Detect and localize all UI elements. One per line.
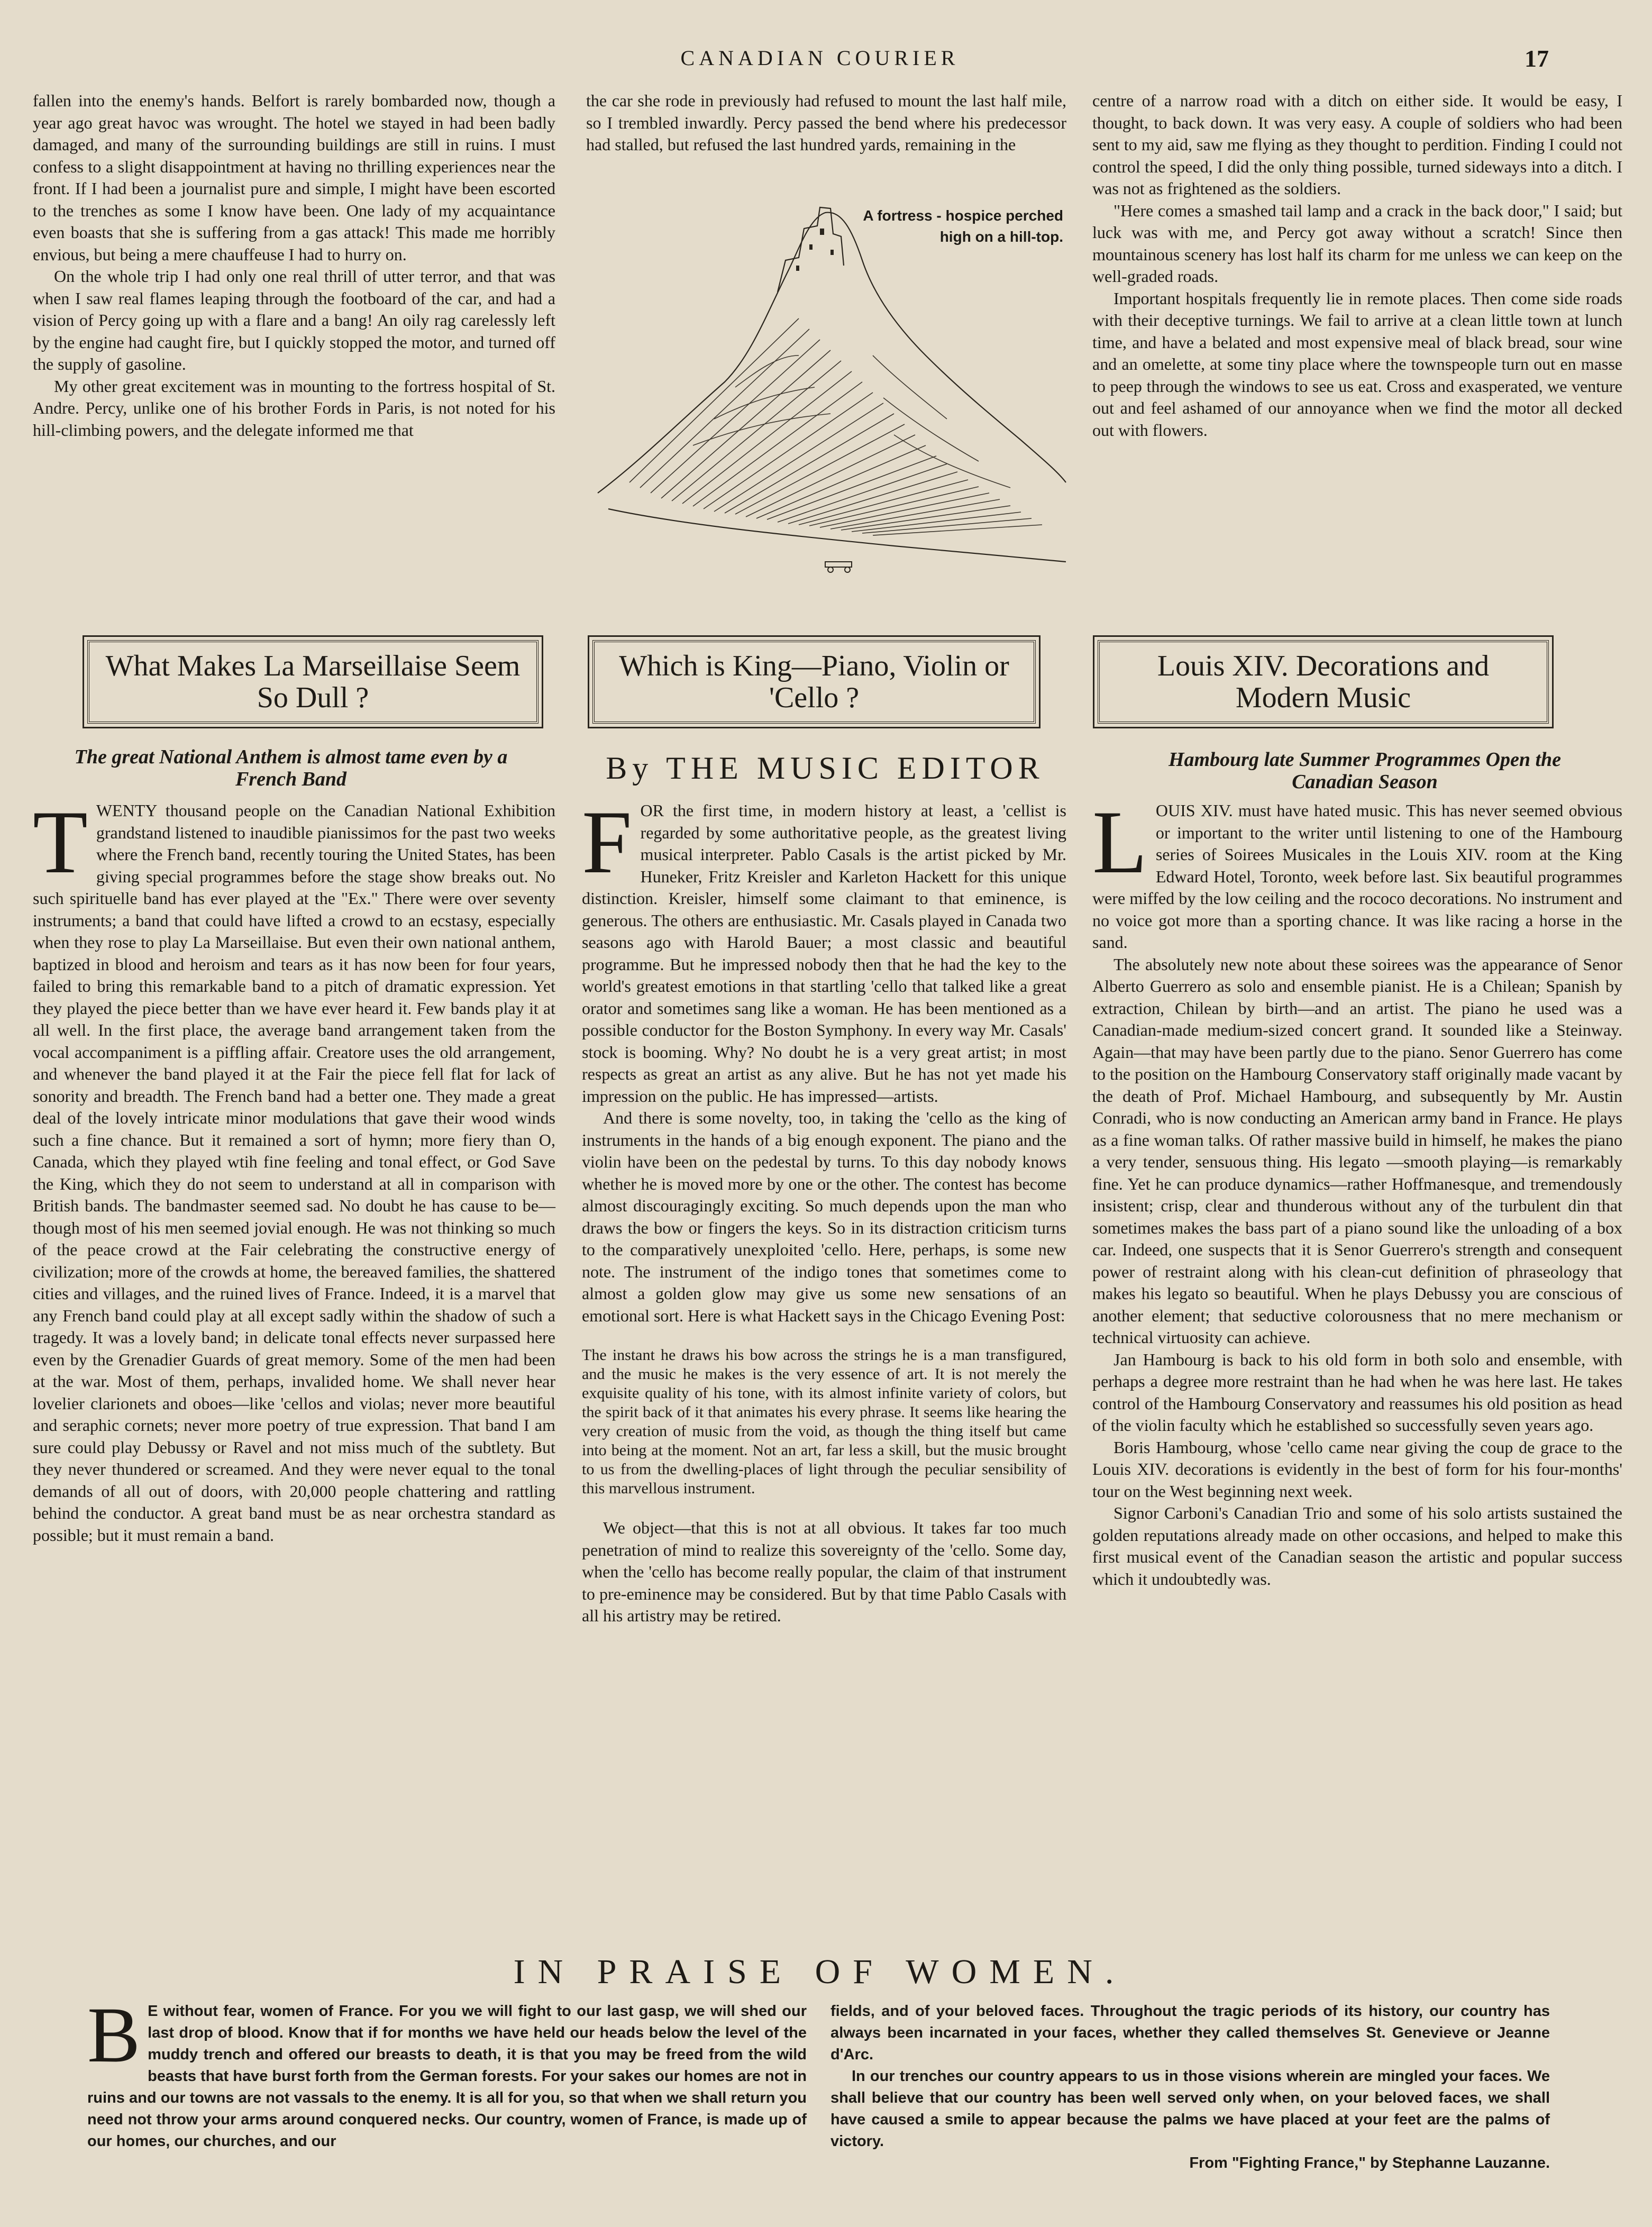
paragraph: Boris Hambourg, whose 'cello came near giving the coup de grace to the Louis XIV. decorations is evidently in the best of form for his four-months' tour on the West beginning next week.: [1092, 1437, 1622, 1501]
headline: Louis XIV. Decorations and Modern Music: [1157, 650, 1490, 714]
headline-box-marseillaise: [87, 640, 539, 724]
praise-title: IN PRAISE OF WOMEN.: [513, 1952, 1127, 1991]
paragraph: Important hospitals frequently lie in remote places. Then come side roads with their deceptive turnings. We fail to arrive at a clean little town at lunch time, and have a belated and most expensive meal of black bread, sour wine and an omelette, at some tiny place where the townspeople turn out en masse to peep through the windows to see us eat. Cross and exasperated, we venture out and feel ashamed of our annoyance when we find the motor all decked out with flowers.: [1092, 288, 1622, 440]
music-col-3: [1092, 792, 1622, 1590]
subheadline-marseillaise: The great National Anthem is almost tame even by a French Band: [74, 746, 508, 790]
paragraph: fallen into the enemy's hands. Belfort is rarely bombarded now, though a year ago great havoc was wrought. The hotel we stayed in had been badly damaged, and many of the surrounding buildings are still in ruins. I must confess to a slight disappointment at having no thrilling experiences near the front. If I had been a journalist pure and simple, I might have been escorted to the trenches as some I know have been. One lady of my acquaintance even boasts that she is suffering from a gas attack! This made me horribly envious, but being a mere chauffeuse I had to hurry on.: [33, 91, 555, 264]
paragraph: B E without fear, women of France. For you we will fight to our last gasp, we will shed our last drop of blood. Know that if for months we have held our heads below the level of the muddy trench and offered our breasts to death, it is that you may be freed from the wild beasts that have burst forth from the German forests. For your sakes our homes are not in ruins and our towns are not vassals to the enemy. It is all for you, so that when we shall return you need not throw your arms around conquered necks. Our country, women of France, is made up of our homes, our churches, and our: [87, 1991, 807, 2150]
paragraph: TWENTY thousand people on the Canadian National Exhibition grandstand listened to inaudible pianissimos for the past two weeks where the French band, recently touring the United States, has been giving special programmes before the stage show breaks out. No such spirituelle band has ever played at the "Ex." There were over seventy instruments; a band that could have lifted a crowd to an ecstasy, especially when they rose to play La Marseillaise. But even their own national anthem, baptized in blood and heroism and tears as it has now been for four years, failed to bring this remarkable band to a pitch of dramatic expression. Yet they played the piece better than we have ever heard it. Few bands play it at all well. In the first place, the average band arrangement taken from the vocal accompaniment is a piffling affair. Creatore uses the old arrangement, and whenever the band played it at the Fair the piece fell flat for lack of sonority and breadth. The French band had a better one. They made a great deal of the lovely intricate minor modulations that gave their wood winds such a fine chance. But it remained a sort of hymn; more fiery than O, Canada, which they played wtih fine feeling and tonal effect, or God Save the King, which they do not seem to understand at all in comparison with British bands. The bandmaster seemed sad. No doubt he has cause to be—though most of his men seemed jovial enough. He was not thinking so much of the peace crowd at the Fair celebrating the constructive energy of civilization; more of the crowds at home, the bereaved families, the shattered cities and villages, and the ruined lives of France. Indeed, it is a marvel that any French band could play at all except sadly within the shadow of such a tragedy. It was a lovely band; in delicate tonal effects never surpassed here even by the Grenadier Guards of great memory. Some of the men had been at the war. Most of them, perhaps, invalided home. We shall never hear lovelier clarionets and oboes—like 'cellos and violas; never more beautiful and seraphic cornets; never more poetry of true expression. That band I am sure could play Debussy or Ravel and not miss much of the subtlety. But they never thundered or screamed. And they were never equal to the tonal demands of all out of doors, with 20,000 people chattering and rattling behind the conductor. A great band must be as near orchestra standard as possible; but it must remain a band.: [33, 792, 555, 1545]
publication-title: CANADIAN COURIER: [680, 46, 960, 70]
attribution: From "Fighting France," by Stephanne Lauzanne.: [1189, 2155, 1550, 2171]
block-quote: The instant he draws his bow across the strings he is a man transfigured, and the music he makes is the very essence of art. It is not merely the exquisite quality of his tone, with its almost infinite variety of colors, but the spirit back of it that animates his every phrase. It seems like hearing the very creation of music from the void, as though the thing itself but came into being at the moment. Not an art, far less a skill, but the music brought to us from the dwelling-places of light through the peculiar sensibility of this marvellous instrument.: [582, 1346, 1066, 1497]
drop-cap: F: [582, 792, 632, 892]
paragraph: Signor Carboni's Canadian Trio and some of his solo artists sustained the golden reputations already made on other occasions, and helped to make this first musical event of the Canadian season the artistic and popular success which it undoubtedly was.: [1092, 1503, 1622, 1589]
paragraph: "Here comes a smashed tail lamp and a crack in the back door," I said; but luck was with me, and Percy got away without a scratch! Since then mountainous scenery has lost half its charm for me unless we can keep on the well-graded roads.: [1092, 200, 1622, 286]
headline: Which is King—Piano, Violin or 'Cello ?: [619, 650, 1009, 714]
paragraph: the car she rode in previously had refused to mount the last half mile, so I trembled inwardly. Percy passed the bend where his predecessor had stalled, but refused the last hundred yards, remaining in the: [586, 91, 1066, 154]
praise-col-1: [87, 1991, 807, 2152]
paragraph: centre of a narrow road with a ditch on either side. It would be easy, I thought, to back down. It was very easy. A couple of soldiers who had been sent to my aid, saw me flying as they thought to perdition. Finding I could not control the speed, I did the only thing possible, turned sideways into a ditch. I was not as frightened as the soldiers.: [1092, 91, 1622, 198]
praise-col-2: [830, 2001, 1550, 2174]
fortress-hospice-illustration: [577, 197, 1069, 588]
drop-cap: L: [1092, 792, 1147, 892]
paragraph: The absolutely new note about these soirees was the appearance of Senor Alberto Guerrero as solo and ensemble pianist. He is a Chilean; Spanish by extraction, Chilean by birth—and an artist. The piano he used was a Canadian-made medium-sized concert grand. It sounded like a Steinway. Again—that may have been partly due to the piano. Senor Guerrero has come to the position on the Hambourg Conservatory staff originally made vacant by the death of Prof. Michael Hambourg, and subsequently by Mr. Austin Conradi, who is now conducting an American army band in France. He plays as a fine woman talks. Of rather massive build in himself, he makes the piano a very tender, sensuous thing. His legato —smooth playing—is remarkably fine. Yet he can produce dynamics—rather Hoffmanesque, and tremendously insistent; crisp, clear and thunderous without any of the turbulent din that sometimes makes the bass part of a piano sound like the unloading of a box car. Indeed, one suspects that it is Senor Guerrero's strength and consequent power of restraint along with his clean-cut definition of phraseology that makes his legato so beautiful. When he plays Debussy you are conscious of another element; that seductive colorousness that no mere mechanism or technical virtuosity can achieve.: [1092, 954, 1622, 1347]
headline: What Makes La Marseillaise Seem So Dull ?: [105, 650, 521, 714]
page-number: 17: [1525, 45, 1549, 72]
music-col-1: [33, 792, 555, 1546]
headline-box-louis-xiv: [1098, 640, 1549, 724]
paragraph: My other great excitement was in mounting to the fortress hospital of St. Andre. Percy, unlike one of his brother Fords in Paris, is not noted for his hill-climbing powers, and the delegate informed me that: [33, 376, 555, 440]
top-article-col-1: [33, 90, 555, 441]
drop-cap: T: [33, 792, 88, 892]
headline-box-cello: [592, 640, 1036, 724]
top-article-col-3: [1092, 90, 1622, 441]
paragraph: On the whole trip I had only one real thrill of utter terror, and that was when I saw real flames leaping through the footboard of the car, and had a vision of Percy going up with a flare and a bang! An oily rag carelessly left by the engine had caught fire, but I quickly stopped the motor, and turned off the supply of gasoline.: [33, 267, 555, 373]
paragraph: And there is some novelty, too, in taking the 'cello as the king of instruments in the hands of a big enough exponent. The piano and the violin have been on the pedestal by turns. To this day nobody knows whether he is moved more by one or the other. The contest has become almost discouragingly exciting. So much depends upon the man who draws the bow or fingers the keys. So in its distraction criticism turns to the comparatively unexploited 'cello. Here, perhaps, is some new note. The instrument of the indigo tones that sometimes come to almost a golden glow may give us some new sensations of an emotional sort. Here is what Hackett says in the Chicago Evening Post:: [582, 1108, 1066, 1325]
paragraph: Jan Hambourg is back to his old form in both solo and ensemble, with perhaps a degree more restraint than he had when he was here last. He takes control of the Hambourg Conservatory and reassumes his old position as head of the violin faculty which he established so successfully seven years ago.: [1092, 1349, 1622, 1435]
paragraph: In our trenches our country appears to us in those visions wherein are mingled your faces. We shall believe that our country has been well served only when, on your beloved faces, we shall have caused a smile to appear because the palms we have placed at your feet are the palms of victory.: [830, 2068, 1550, 2150]
illustration-caption: A fortress - hospice perched high on a hill-top.: [863, 207, 1063, 245]
music-col-2: [582, 792, 1066, 1627]
byline: By THE MUSIC EDITOR: [606, 751, 1045, 786]
paragraph: fields, and of your beloved faces. Throughout the tragic periods of its history, our country has always been incarnated in your faces, whether they called themselves St. Genevieve or Jeanne d'Arc.: [830, 2003, 1550, 2063]
paragraph: FOR the first time, in modern history at least, a 'cellist is regarded by some authoritative people, as the greatest living musical interpreter. Pablo Casals is the artist picked by Mr. Huneker, Fritz Kreisler and Karleton Hackett for this unique distinction. Kreisler, himself some claimant to that eminence, is generous. The others are enthusiastic. Mr. Casals played in Canada two seasons ago with Harold Bauer; a most classic and beautiful programme. But he impressed nobody then that he had the key to the world's greatest emotions in that startling 'cello that talked like a great orator and sometimes sang like a woman. He has been mentioned as a possible conductor for the Boston Symphony. In every way Mr. Casals' stock is booming. Why? No doubt he is a very great artist; in most respects as great an artist as any alive. But he has not yet made his impression on the public. He has impressed—artists.: [582, 792, 1066, 1106]
subheadline-hambourg: Hambourg late Summer Programmes Open the Canadian Season: [1168, 749, 1562, 793]
drop-cap: B: [87, 1991, 141, 2079]
paragraph: We object—that this is not at all obvious. It takes far too much penetration of mind to realize this sovereignty of the 'cello. Some day, when the 'cello has become really popular, the claim of that instrument to pre-eminence may be considered. But by that time Pablo Casals with all his artistry may be retired.: [582, 1518, 1066, 1625]
paragraph: LOUIS XIV. must have hated music. This has never seemed obvious or important to the writer until listening to one of the Hambourg series of Soirees Musicales in the Louis XIV. room at the King Edward Hotel, Toronto, week before last. Six beautiful programmes were miffed by the low ceiling and the rococo decorations. No instrument and no voice got more than a sporting chance. It was like racing a horse in the sand.: [1092, 792, 1622, 952]
top-article-col-2: [586, 90, 1066, 156]
